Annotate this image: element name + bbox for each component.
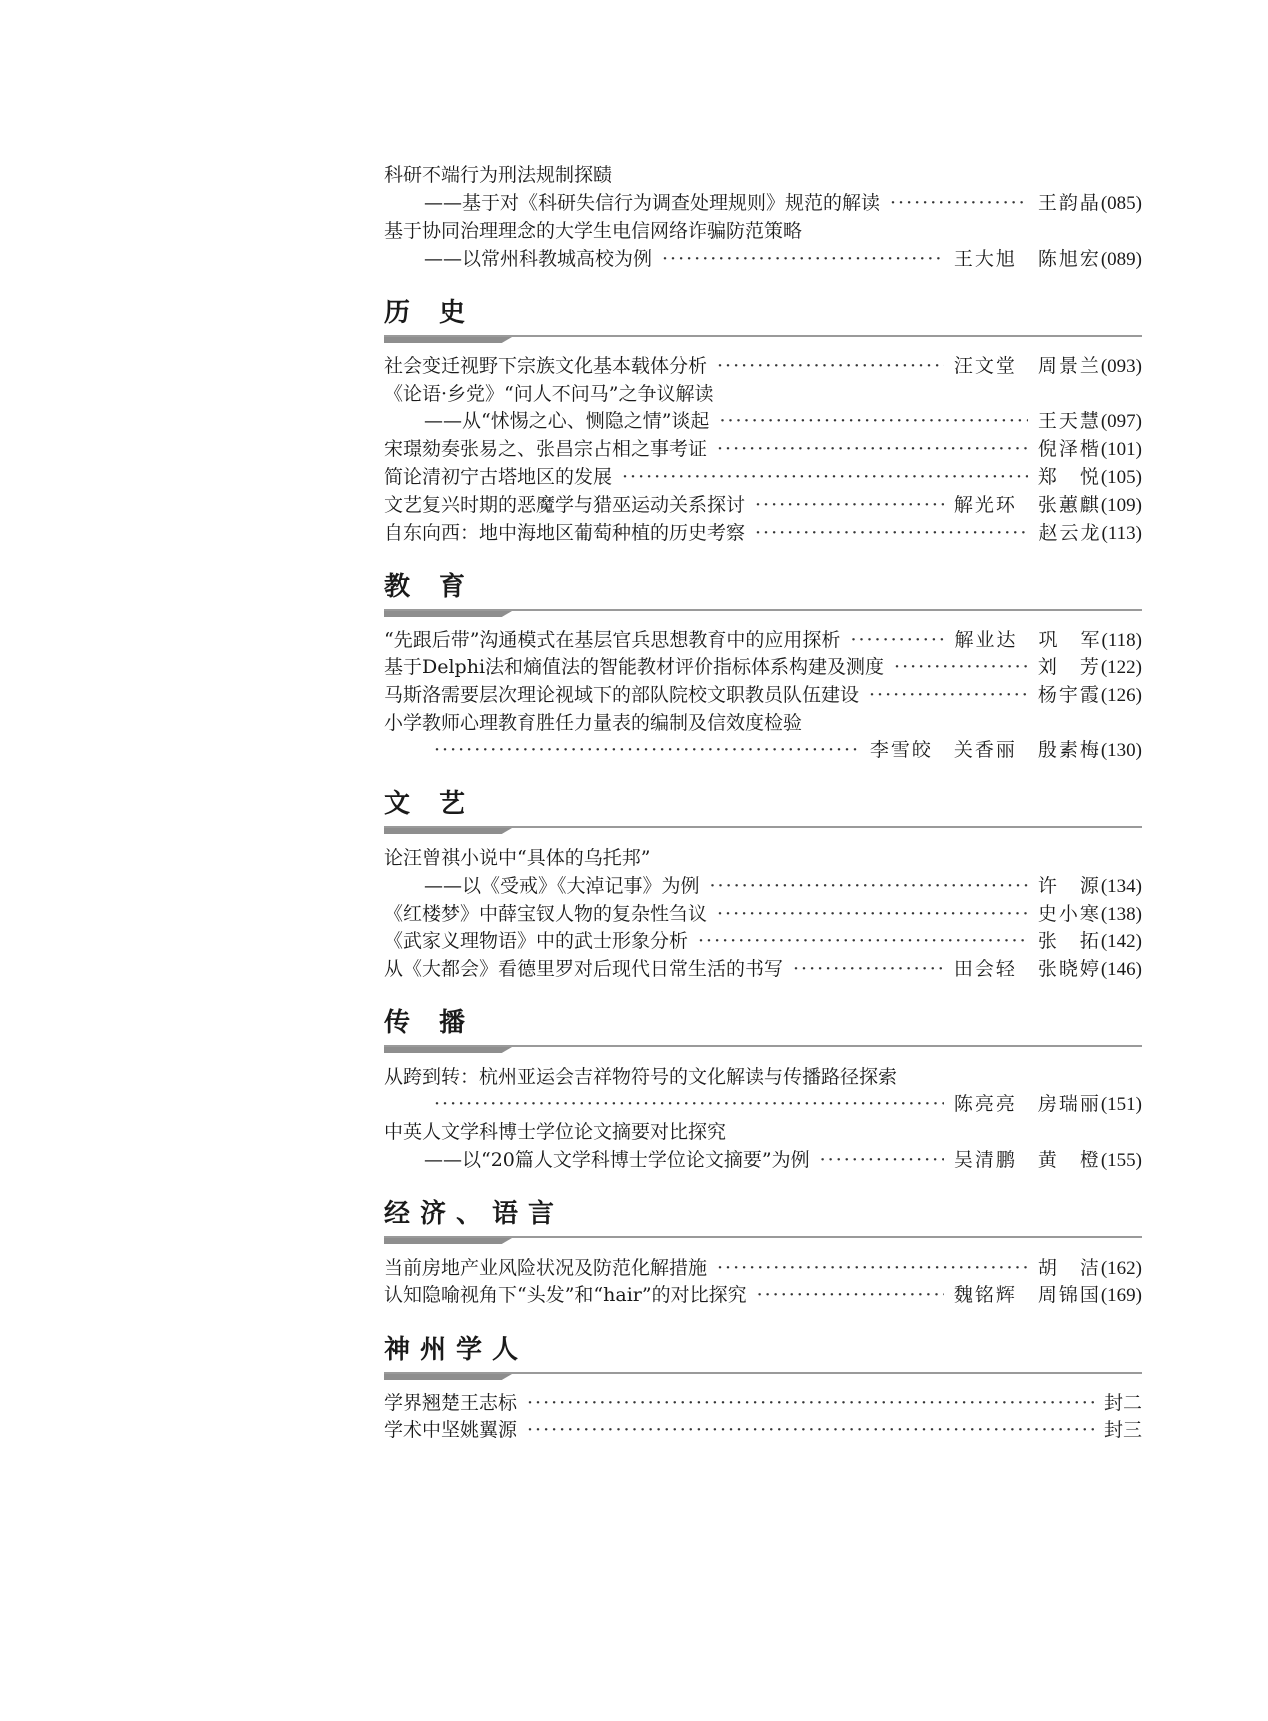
dot-leader	[662, 244, 944, 274]
toc-entry[interactable]	[384, 351, 1142, 381]
toc-entry[interactable]	[384, 1388, 1142, 1418]
page-number: (138)	[1100, 904, 1142, 925]
page-number: (085)	[1100, 193, 1142, 214]
toc-entry[interactable]	[384, 434, 1142, 464]
toc-entry[interactable]	[384, 1253, 1142, 1283]
article-title: 基于协同治理理念的大学生电信网络诈骗防范策略	[384, 220, 803, 242]
article-authors: 张 拓	[1037, 930, 1101, 952]
section-title: 传 播	[384, 1008, 476, 1038]
article-authors: 胡 洁	[1037, 1257, 1101, 1279]
article-authors: 刘 芳	[1037, 656, 1101, 678]
article-title: 从《大都会》看德里罗对后现代日常生活的书写	[384, 958, 784, 980]
dot-leader	[527, 1415, 1094, 1445]
page-number: (162)	[1100, 1258, 1142, 1279]
dot-leader	[622, 462, 1028, 492]
article-title: 简论清初宁古塔地区的发展	[384, 466, 613, 488]
section-title: 经济、语言	[384, 1199, 565, 1229]
article-title: 《武家义理物语》中的武士形象分析	[384, 930, 689, 952]
article-title: 小学教师心理教育胜任力量表的编制及信效度检验	[384, 712, 803, 734]
article-title: 学界翘楚王志标	[384, 1392, 518, 1414]
section-title: 文 艺	[384, 789, 476, 819]
article-authors: 魏铭辉 周锦国	[953, 1284, 1101, 1306]
toc-entry[interactable]	[384, 518, 1142, 548]
page-number: (093)	[1100, 356, 1142, 377]
page-number: (146)	[1100, 959, 1142, 980]
toc-entry[interactable]	[384, 462, 1142, 492]
article-subtitle: ——从“怵惕之心、恻隐之情”谈起	[424, 410, 710, 432]
page-number: (118)	[1101, 630, 1142, 651]
dot-leader	[717, 1253, 1028, 1283]
article-authors: 王韵晶	[1037, 192, 1101, 214]
page-number: (155)	[1100, 1150, 1142, 1171]
article-authors: 陈亮亮 房瑞丽	[953, 1093, 1101, 1115]
page-number: 封三	[1103, 1420, 1142, 1441]
dot-leader	[820, 1145, 944, 1175]
dot-leader	[755, 518, 1029, 548]
toc-entry[interactable]	[384, 708, 1142, 738]
page-number: (134)	[1100, 876, 1142, 897]
toc-entry[interactable]	[384, 1062, 1142, 1092]
dot-leader	[757, 1280, 944, 1310]
article-authors: 王大旭 陈旭宏	[953, 248, 1101, 270]
page-number: (169)	[1100, 1285, 1142, 1306]
toc-entry[interactable]	[384, 1117, 1142, 1147]
toc-entry[interactable]	[384, 1280, 1142, 1310]
dot-leader	[527, 1388, 1094, 1418]
article-title: 马斯洛需要层次理论视域下的部队院校文职教员队伍建设	[384, 684, 860, 706]
article-title: 从跨到转：杭州亚运会吉祥物符号的文化解读与传播路径探索	[384, 1066, 898, 1088]
article-subtitle: ——以“20篇人文学科博士学位论文摘要”为例	[424, 1149, 810, 1171]
article-title: 《红楼梦》中薛宝钗人物的复杂性刍议	[384, 903, 708, 925]
dot-leader	[717, 351, 944, 381]
section-divider	[384, 1372, 1142, 1382]
dot-leader	[710, 871, 1028, 901]
article-title: 基于Delphi法和熵值法的智能教材评价指标体系构建及测度	[384, 656, 885, 678]
dot-leader	[434, 1089, 944, 1119]
page-number: (109)	[1100, 495, 1142, 516]
dot-leader	[890, 188, 1028, 218]
toc-entry[interactable]	[384, 926, 1142, 956]
section-divider	[384, 1236, 1142, 1246]
article-title: 当前房地产业风险状况及防范化解措施	[384, 1257, 708, 1279]
toc-subtitle-line[interactable]	[384, 406, 1142, 436]
article-authors: 史小寒	[1037, 903, 1101, 925]
article-authors: 解光环 张蕙麒	[953, 494, 1101, 516]
dot-leader	[698, 926, 1028, 956]
dot-leader	[434, 735, 860, 765]
section-title: 神州学人	[384, 1335, 529, 1365]
article-authors: 倪泽楷	[1037, 438, 1101, 460]
article-title: 学术中坚姚翼源	[384, 1419, 518, 1441]
article-title: 自东向西：地中海地区葡萄种植的历史考察	[384, 522, 746, 544]
toc-entry[interactable]	[384, 625, 1142, 655]
article-authors: 郑 悦	[1037, 466, 1101, 488]
toc-entry[interactable]	[384, 954, 1142, 984]
page-number: (151)	[1100, 1094, 1142, 1115]
toc-entry[interactable]	[384, 490, 1142, 520]
article-subtitle: ——以常州科教城高校为例	[424, 248, 653, 270]
section-divider	[384, 335, 1142, 345]
toc-subtitle-line[interactable]	[384, 188, 1142, 218]
toc-subtitle-line[interactable]	[384, 1145, 1142, 1175]
page-number: (097)	[1100, 411, 1142, 432]
page-number: (089)	[1100, 249, 1142, 270]
toc-subtitle-line[interactable]	[384, 244, 1142, 274]
dot-leader	[894, 652, 1028, 682]
article-subtitle: ——基于对《科研失信行为调查处理规则》规范的解读	[424, 192, 881, 214]
page-number: (105)	[1100, 467, 1142, 488]
toc-subtitle-line[interactable]	[384, 871, 1142, 901]
page-number: (142)	[1100, 931, 1142, 952]
page-number: (101)	[1100, 439, 1142, 460]
toc-entry[interactable]	[384, 379, 1142, 409]
dot-leader	[719, 406, 1027, 436]
article-authors: 李雪皎 关香丽 殷素梅	[869, 739, 1101, 761]
section-divider	[384, 1045, 1142, 1055]
article-title: 文艺复兴时期的恶魔学与猎巫运动关系探讨	[384, 494, 746, 516]
toc-subtitle-line[interactable]	[384, 735, 1142, 765]
article-title: 认知隐喻视角下“头发”和“hair”的对比探究	[384, 1284, 747, 1306]
toc-entry[interactable]	[384, 680, 1142, 710]
toc-entry[interactable]	[384, 160, 1142, 190]
article-title: 中英人文学科博士学位论文摘要对比探究	[384, 1121, 727, 1143]
page-number: (130)	[1100, 740, 1142, 761]
section-divider	[384, 826, 1142, 836]
toc-entry[interactable]	[384, 1415, 1142, 1445]
section-title: 历 史	[384, 298, 476, 328]
page-number: (122)	[1100, 657, 1142, 678]
article-title: 论汪曾祺小说中“具体的乌托邦”	[384, 847, 651, 869]
article-authors: 许 源	[1037, 875, 1101, 897]
section-divider	[384, 609, 1142, 619]
dot-leader	[793, 954, 944, 984]
article-title: “先跟后带”沟通模式在基层官兵思想教育中的应用探析	[384, 629, 841, 651]
dot-leader	[717, 434, 1028, 464]
article-title: 科研不端行为刑法规制探赜	[384, 164, 613, 186]
page-number: 封二	[1103, 1393, 1142, 1414]
section-title: 教 育	[384, 572, 476, 602]
toc-entry[interactable]	[384, 652, 1142, 682]
article-subtitle: ——以《受戒》《大淖记事》为例	[424, 875, 700, 897]
article-title: 宋璟劾奏张易之、张昌宗占相之事考证	[384, 438, 708, 460]
toc-subtitle-line[interactable]	[384, 1089, 1142, 1119]
article-authors: 吴清鹏 黄 橙	[953, 1149, 1101, 1171]
article-authors: 田会轻 张晓婷	[953, 958, 1101, 980]
dot-leader	[869, 680, 1028, 710]
toc-entry[interactable]	[384, 216, 1142, 246]
article-authors: 杨宇霞	[1037, 684, 1101, 706]
article-authors: 赵云龙	[1038, 522, 1102, 544]
article-title: 社会变迁视野下宗族文化基本载体分析	[384, 355, 708, 377]
toc-entry[interactable]	[384, 843, 1142, 873]
dot-leader	[755, 490, 944, 520]
article-authors: 解业达 巩 军	[954, 629, 1102, 651]
page-number: (126)	[1100, 685, 1142, 706]
toc-entry[interactable]	[384, 899, 1142, 929]
article-title: 《论语·乡党》“问人不问马”之争议解读	[384, 383, 714, 405]
dot-leader	[850, 625, 944, 655]
page-number: (113)	[1101, 523, 1142, 544]
article-authors: 汪文堂 周景兰	[953, 355, 1101, 377]
article-authors: 王天慧	[1037, 410, 1101, 432]
dot-leader	[717, 899, 1028, 929]
